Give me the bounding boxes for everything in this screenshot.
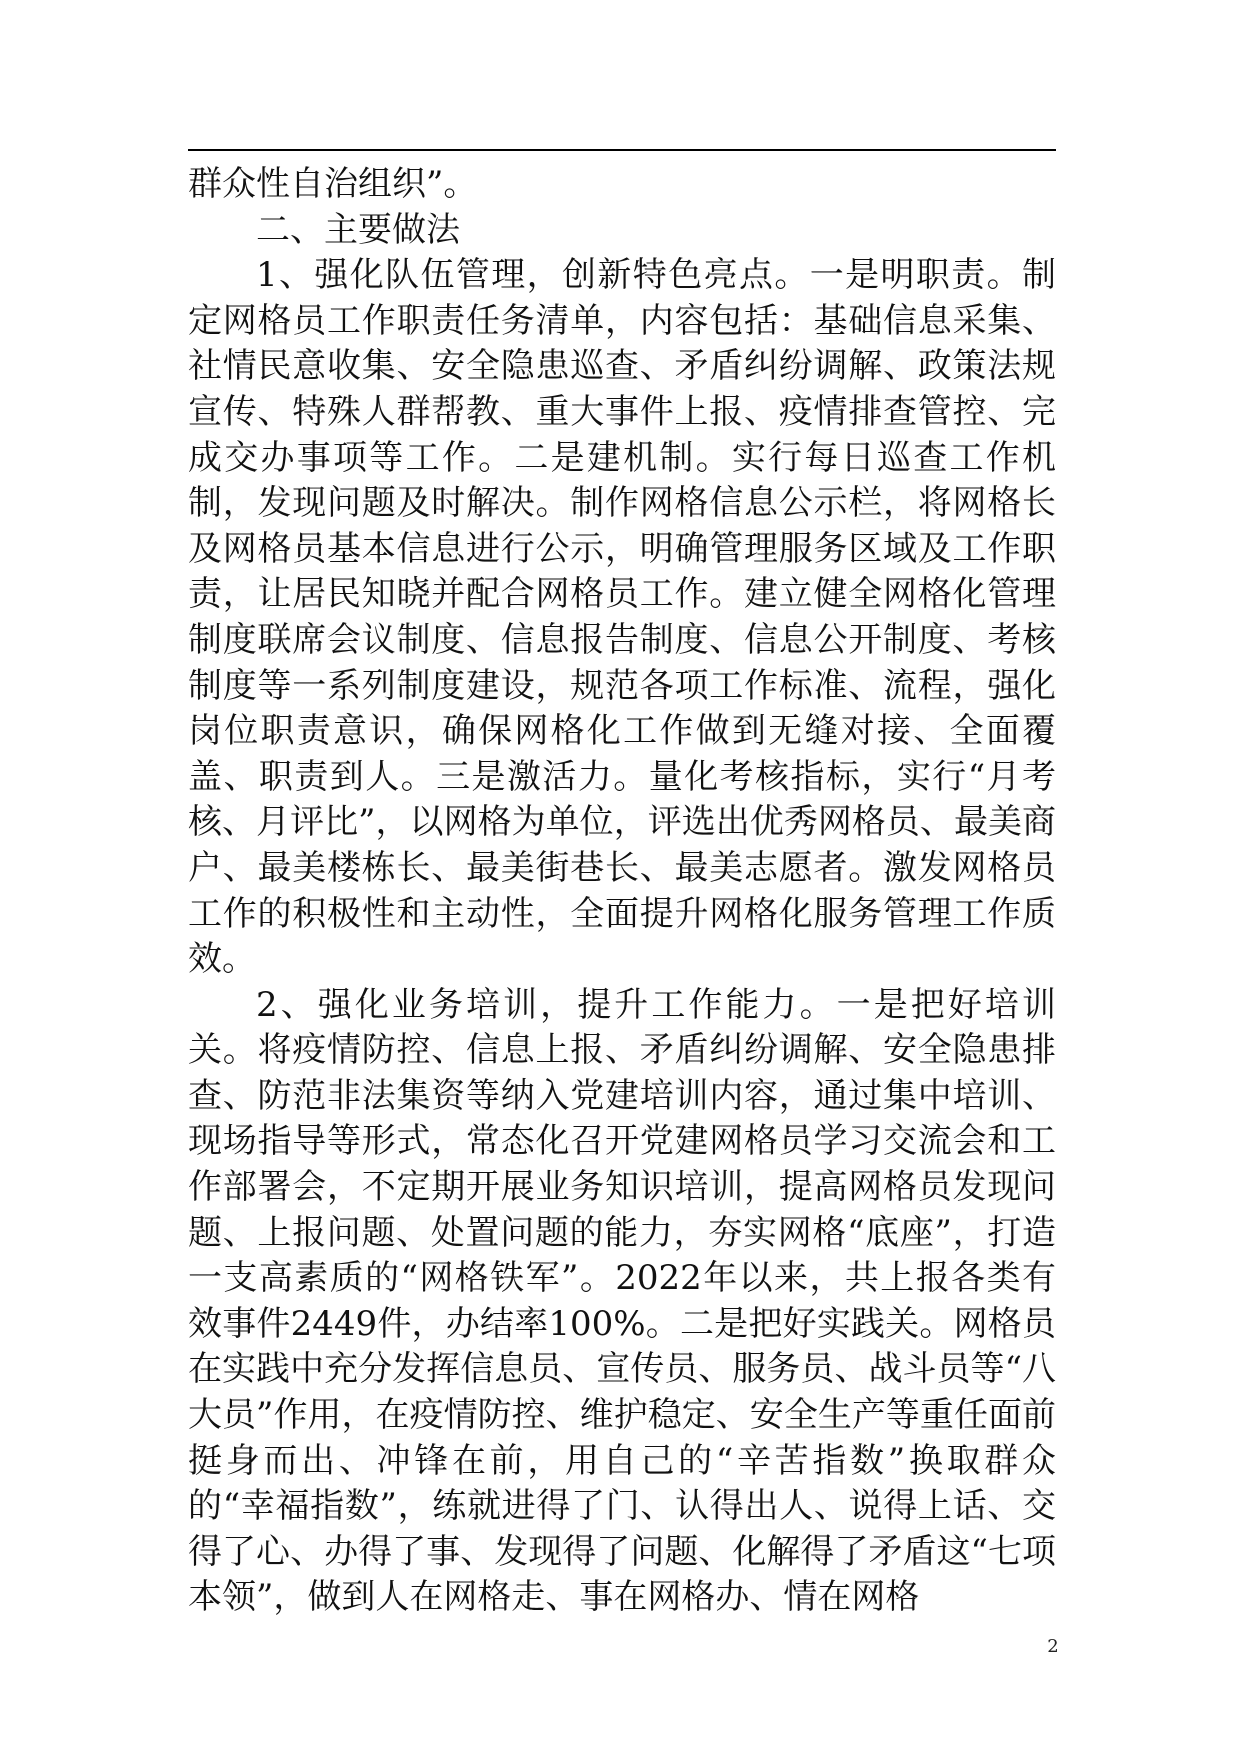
- paragraph-item-2: 2、强化业务培训，提升工作能力。一是把好培训关。将疫情防控、信息上报、矛盾纠纷调解、安全隐患排查、防范非法集资等纳入党建培训内容，通过集中培训、现场指导等形式，常态化召开党建网格员学习交流会和工作部署会，不定期开展业务知识培训，提高网格员发现问题、上报问题、处置问题的能力，夯实网格“底座”，打造一支高素质的“网格铁军”。2022年以来，共上报各类有效事件2449件，办结率100%。二是把好实践关。网格员在实践中充分发挥信息员、宣传员、服务员、战斗员等“八大员”作用，在疫情防控、维护稳定、安全生产等重任面前挺身而出、冲锋在前，用自己的“辛苦指数”换取群众的“幸福指数”，练就进得了门、认得出人、说得上话、交得了心、办得了事、发现得了问题、化解得了矛盾这“七项本领”，做到人在网格走、事在网格办、情在网格: [188, 984, 1056, 1618]
- document-body: [188, 162, 1056, 1621]
- header-rule: [188, 149, 1056, 151]
- section-heading: 二、主要做法: [256, 209, 460, 250]
- paragraph-item-1: 1、强化队伍管理，创新特色亮点。一是明职责。制定网格员工作职责任务清单，内容包括：基础信息采集、社情民意收集、安全隐患巡查、矛盾纠纷调解、政策法规宣传、特殊人群帮教、重大事件上报、疫情排查管控、完成交办事项等工作。二是建机制。实行每日巡查工作机制，发现问题及时解决。制作网格信息公示栏，将网格长及网格员基本信息进行公示，明确管理服务区域及工作职责，让居民知晓并配合网格员工作。建立健全网格化管理制度联席会议制度、信息报告制度、信息公开制度、考核制度等一系列制度建设，规范各项工作标准、流程，强化岗位职责意识，确保网格化工作做到无缝对接、全面覆盖、职责到人。三是激活力。量化考核指标，实行“月考核、月评比”，以网格为单位，评选出优秀网格员、最美商户、最美楼栋长、最美街巷长、最美志愿者。激发网格员工作的积极性和主动性，全面提升网格化服务管理工作质效。: [188, 255, 1056, 980]
- paragraph-continuation: 群众性自治组织”。: [188, 164, 478, 204]
- page-number: 2: [1047, 1636, 1059, 1657]
